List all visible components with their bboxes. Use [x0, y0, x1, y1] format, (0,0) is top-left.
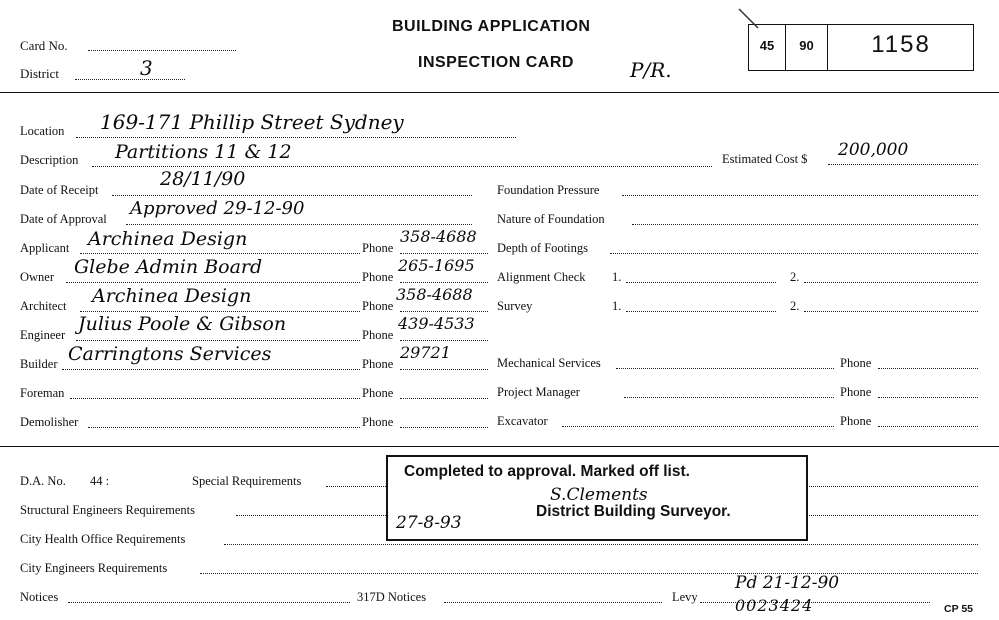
notices-line — [68, 602, 350, 603]
nature-foundation-line — [632, 224, 978, 225]
builder-line — [62, 369, 360, 370]
location-value: 169-171 Phillip Street Sydney — [100, 110, 404, 134]
description-line — [92, 166, 712, 167]
structural-req-label: Structural Engineers Requirements — [20, 503, 195, 517]
date-approval-value: Approved 29-12-90 — [130, 198, 305, 219]
project-manager-line — [624, 397, 834, 398]
box-cell-number: 1158 — [871, 31, 931, 58]
mechanical-services-line — [616, 368, 834, 369]
da-no-value: 44 : — [90, 474, 110, 488]
form-title-line1: BUILDING APPLICATION — [392, 18, 591, 35]
builder-phone-label: Phone — [362, 357, 394, 371]
stamp-line1: Completed to approval. Marked off list. — [404, 463, 690, 480]
applicant-phone-line — [400, 253, 488, 254]
alignment-check-line1 — [626, 282, 776, 283]
card-no-field — [88, 50, 236, 51]
survey-num1: 1. — [612, 299, 622, 313]
survey-num2: 2. — [790, 299, 800, 313]
foundation-pressure-label: Foundation Pressure — [497, 183, 600, 197]
engineer-line — [76, 340, 360, 341]
excavator-phone-label: Phone — [840, 414, 872, 428]
project-manager-label: Project Manager — [497, 385, 580, 399]
applicant-phone-value: 358-4688 — [400, 227, 477, 246]
project-manager-phone-line — [878, 397, 978, 398]
survey-line2 — [804, 311, 978, 312]
applicant-label: Applicant — [20, 241, 70, 255]
stamp-line2: District Building Surveyor. — [536, 503, 731, 520]
applicant-value: Archinea Design — [88, 228, 248, 250]
architect-label: Architect — [20, 299, 67, 313]
header-divider — [0, 92, 999, 93]
levy-label: Levy — [672, 590, 698, 604]
builder-label: Builder — [20, 357, 58, 371]
notices-317d-label: 317D Notices — [357, 590, 427, 604]
architect-phone-line — [400, 311, 488, 312]
survey-label: Survey — [497, 299, 533, 313]
title-handwritten-mark: P/R. — [630, 58, 672, 82]
city-engineers-req-label: City Engineers Requirements — [20, 561, 168, 575]
engineer-label: Engineer — [20, 328, 66, 342]
location-label: Location — [20, 124, 65, 138]
notices-317d-line — [444, 602, 662, 603]
middle-divider — [0, 446, 999, 447]
mechanical-services-label: Mechanical Services — [497, 356, 601, 370]
alignment-check-label: Alignment Check — [497, 270, 586, 284]
alignment-check-num2: 2. — [790, 270, 800, 284]
city-health-req-line — [224, 544, 978, 545]
district-label: District — [20, 66, 59, 81]
pencil-tick-mark — [736, 6, 766, 32]
architect-line — [80, 311, 360, 312]
date-approval-line — [126, 224, 472, 225]
builder-value: Carringtons Services — [68, 343, 272, 365]
engineer-value: Julius Poole & Gibson — [78, 313, 287, 335]
district-field — [75, 79, 185, 80]
da-no-label: D.A. No. — [20, 474, 66, 488]
foreman-label: Foreman — [20, 386, 65, 400]
builder-phone-line — [400, 369, 488, 370]
engineer-phone-label: Phone — [362, 328, 394, 342]
foundation-pressure-line — [622, 195, 978, 196]
owner-phone-value: 265-1695 — [398, 256, 475, 275]
excavator-label: Excavator — [497, 414, 548, 428]
description-label: Description — [20, 153, 79, 167]
applicant-line — [80, 253, 360, 254]
alignment-check-num1: 1. — [612, 270, 622, 284]
estimated-cost-value: 200,000 — [838, 140, 909, 160]
engineer-phone-line — [400, 340, 488, 341]
alignment-check-line2 — [804, 282, 978, 283]
date-receipt-line — [112, 195, 472, 196]
date-approval-label: Date of Approval — [20, 212, 107, 226]
estimated-cost-label: Estimated Cost $ — [722, 152, 808, 166]
foreman-phone-line — [400, 398, 488, 399]
architect-phone-value: 358-4688 — [396, 285, 473, 304]
architect-value: Archinea Design — [92, 285, 252, 307]
district-value: 3 — [140, 56, 153, 80]
description-value: Partitions 11 & 12 — [115, 141, 292, 163]
depth-footings-line — [610, 253, 978, 254]
excavator-phone-line — [878, 426, 978, 427]
nature-foundation-label: Nature of Foundation — [497, 212, 605, 226]
owner-phone-line — [400, 282, 488, 283]
demolisher-phone-label: Phone — [362, 415, 394, 429]
owner-label: Owner — [20, 270, 55, 284]
completion-stamp — [386, 455, 808, 541]
card-number-box — [748, 24, 974, 71]
box-cell-1: 45 — [759, 38, 775, 53]
owner-phone-label: Phone — [362, 270, 394, 284]
depth-footings-label: Depth of Footings — [497, 241, 588, 255]
builder-phone-value: 29721 — [400, 343, 451, 362]
card-no-label: Card No. — [20, 38, 68, 53]
project-manager-phone-label: Phone — [840, 385, 872, 399]
foreman-line — [70, 398, 360, 399]
location-line — [76, 137, 516, 138]
demolisher-phone-line — [400, 427, 488, 428]
owner-line — [66, 282, 360, 283]
demolisher-line — [88, 427, 360, 428]
form-code: CP 55 — [944, 603, 973, 615]
special-requirements-label: Special Requirements — [192, 474, 302, 488]
foreman-phone-label: Phone — [362, 386, 394, 400]
estimated-cost-line — [828, 164, 978, 165]
owner-value: Glebe Admin Board — [74, 256, 263, 278]
survey-line1 — [626, 311, 776, 312]
mechanical-services-phone-line — [878, 368, 978, 369]
date-receipt-value: 28/11/90 — [160, 168, 246, 190]
city-health-req-label: City Health Office Requirements — [20, 532, 186, 546]
demolisher-label: Demolisher — [20, 415, 79, 429]
engineer-phone-value: 439-4533 — [398, 314, 475, 333]
city-engineers-req-line — [200, 573, 978, 574]
box-cell-2: 90 — [799, 38, 814, 53]
date-receipt-label: Date of Receipt — [20, 183, 99, 197]
excavator-line — [562, 426, 834, 427]
notices-label: Notices — [20, 590, 59, 604]
mechanical-services-phone-label: Phone — [840, 356, 872, 370]
form-title-line2: INSPECTION CARD — [418, 54, 574, 71]
architect-phone-label: Phone — [362, 299, 394, 313]
stamp-signature: S.Clements — [550, 485, 648, 505]
levy-value: Pd 21-12-90 — [735, 573, 840, 593]
stamp-date: 27-8-93 — [396, 513, 462, 533]
applicant-phone-label: Phone — [362, 241, 394, 255]
receipt-number: 0023424 — [735, 596, 814, 615]
